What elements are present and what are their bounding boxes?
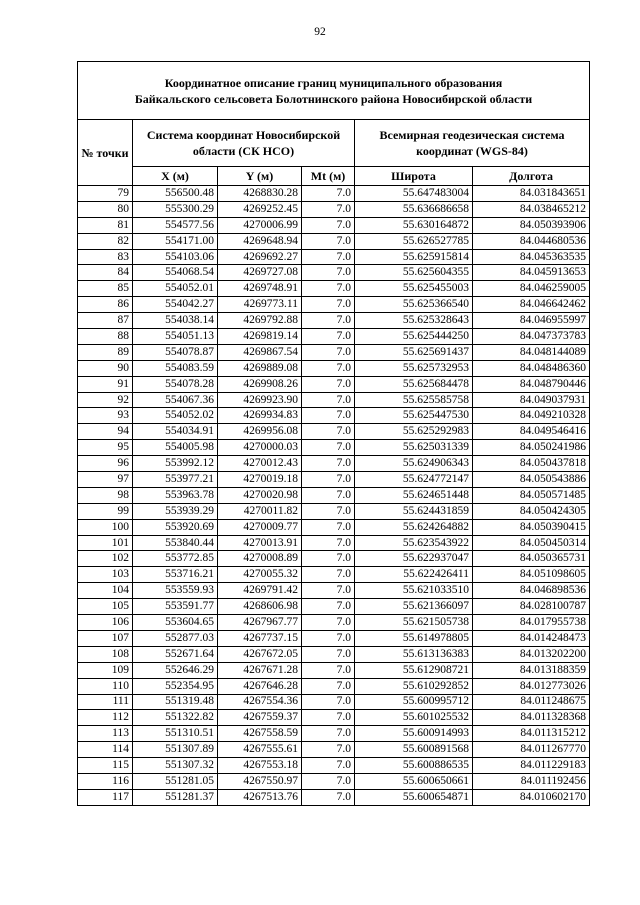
latitude-cell: 55.621033510 <box>355 583 473 599</box>
mt-cell: 7.0 <box>302 551 355 567</box>
y-cell: 4267555.61 <box>218 742 302 758</box>
longitude-cell: 84.050393906 <box>473 217 590 233</box>
mt-cell: 7.0 <box>302 217 355 233</box>
latitude-cell: 55.625444250 <box>355 329 473 345</box>
y-cell: 4267553.18 <box>218 758 302 774</box>
latitude-cell: 55.624651448 <box>355 487 473 503</box>
longitude-cell: 84.048144089 <box>473 344 590 360</box>
point-number-cell: 107 <box>78 630 133 646</box>
table-row <box>78 217 590 233</box>
latitude-cell: 55.625292983 <box>355 424 473 440</box>
mt-cell: 7.0 <box>302 344 355 360</box>
header-x: X (м) <box>133 167 218 186</box>
y-cell: 4268830.28 <box>218 186 302 202</box>
table-row <box>78 615 590 631</box>
table-row <box>78 519 590 535</box>
mt-cell: 7.0 <box>302 726 355 742</box>
x-cell: 555300.29 <box>133 201 218 217</box>
y-cell: 4269934.83 <box>218 408 302 424</box>
longitude-cell: 84.038465212 <box>473 201 590 217</box>
y-cell: 4270008.89 <box>218 551 302 567</box>
table-row <box>78 472 590 488</box>
point-number-cell: 99 <box>78 503 133 519</box>
table-row <box>78 440 590 456</box>
mt-cell: 7.0 <box>302 503 355 519</box>
table-row <box>78 773 590 789</box>
y-cell: 4268606.98 <box>218 599 302 615</box>
point-number-cell: 79 <box>78 186 133 202</box>
header-world-system: Всемирная геодезическая система координат (WGS-84) <box>355 120 590 167</box>
table-row <box>78 424 590 440</box>
mt-cell: 7.0 <box>302 646 355 662</box>
x-cell: 554067.36 <box>133 392 218 408</box>
table-row <box>78 344 590 360</box>
latitude-cell: 55.625366540 <box>355 297 473 313</box>
table-row <box>78 376 590 392</box>
mt-cell: 7.0 <box>302 678 355 694</box>
mt-cell: 7.0 <box>302 313 355 329</box>
longitude-cell: 84.046259005 <box>473 281 590 297</box>
table-row <box>78 249 590 265</box>
mt-cell: 7.0 <box>302 742 355 758</box>
longitude-cell: 84.048790446 <box>473 376 590 392</box>
table-row <box>78 789 590 805</box>
latitude-cell: 55.621366097 <box>355 599 473 615</box>
x-cell: 552646.29 <box>133 662 218 678</box>
x-cell: 554038.14 <box>133 313 218 329</box>
latitude-cell: 55.625915814 <box>355 249 473 265</box>
longitude-cell: 84.013202200 <box>473 646 590 662</box>
latitude-cell: 55.625684478 <box>355 376 473 392</box>
x-cell: 554042.27 <box>133 297 218 313</box>
point-number-cell: 101 <box>78 535 133 551</box>
point-number-cell: 111 <box>78 694 133 710</box>
x-cell: 551281.05 <box>133 773 218 789</box>
latitude-cell: 55.625604355 <box>355 265 473 281</box>
x-cell: 554078.87 <box>133 344 218 360</box>
y-cell: 4270013.91 <box>218 535 302 551</box>
y-cell: 4267737.15 <box>218 630 302 646</box>
x-cell: 551310.51 <box>133 726 218 742</box>
point-number-cell: 82 <box>78 233 133 249</box>
header-mt: Mt (м) <box>302 167 355 186</box>
longitude-cell: 84.049546416 <box>473 424 590 440</box>
y-cell: 4269867.54 <box>218 344 302 360</box>
longitude-cell: 84.013188359 <box>473 662 590 678</box>
x-cell: 553920.69 <box>133 519 218 535</box>
header-y: Y (м) <box>218 167 302 186</box>
mt-cell: 7.0 <box>302 694 355 710</box>
latitude-cell: 55.647483004 <box>355 186 473 202</box>
point-number-cell: 95 <box>78 440 133 456</box>
mt-cell: 7.0 <box>302 281 355 297</box>
table-row <box>78 487 590 503</box>
point-number-cell: 108 <box>78 646 133 662</box>
mt-cell: 7.0 <box>302 376 355 392</box>
table-row <box>78 360 590 376</box>
point-number-cell: 92 <box>78 392 133 408</box>
table-row <box>78 281 590 297</box>
latitude-cell: 55.612908721 <box>355 662 473 678</box>
y-cell: 4270019.18 <box>218 472 302 488</box>
longitude-cell: 84.011248675 <box>473 694 590 710</box>
x-cell: 553716.21 <box>133 567 218 583</box>
mt-cell: 7.0 <box>302 583 355 599</box>
point-number-cell: 85 <box>78 281 133 297</box>
mt-cell: 7.0 <box>302 472 355 488</box>
longitude-cell: 84.050424305 <box>473 503 590 519</box>
mt-cell: 7.0 <box>302 329 355 345</box>
table-row <box>78 201 590 217</box>
y-cell: 4270006.99 <box>218 217 302 233</box>
latitude-cell: 55.624906343 <box>355 456 473 472</box>
y-cell: 4267513.76 <box>218 789 302 805</box>
header-latitude: Широта <box>355 167 473 186</box>
x-cell: 554103.06 <box>133 249 218 265</box>
y-cell: 4269923.90 <box>218 392 302 408</box>
point-number-cell: 96 <box>78 456 133 472</box>
point-number-cell: 109 <box>78 662 133 678</box>
y-cell: 4269727.08 <box>218 265 302 281</box>
latitude-cell: 55.630164872 <box>355 217 473 233</box>
table-row <box>78 265 590 281</box>
table-title <box>78 62 590 120</box>
x-cell: 553772.85 <box>133 551 218 567</box>
point-number-cell: 89 <box>78 344 133 360</box>
longitude-cell: 84.010602170 <box>473 789 590 805</box>
table-row <box>78 583 590 599</box>
y-cell: 4270020.98 <box>218 487 302 503</box>
table-row <box>78 630 590 646</box>
latitude-cell: 55.636686658 <box>355 201 473 217</box>
table-row <box>78 758 590 774</box>
y-cell: 4270011.82 <box>218 503 302 519</box>
mt-cell: 7.0 <box>302 615 355 631</box>
latitude-cell: 55.622426411 <box>355 567 473 583</box>
longitude-cell: 84.044680536 <box>473 233 590 249</box>
x-cell: 551307.89 <box>133 742 218 758</box>
mt-cell: 7.0 <box>302 408 355 424</box>
coordinates-table <box>77 61 590 806</box>
y-cell: 4270009.77 <box>218 519 302 535</box>
latitude-cell: 55.613136383 <box>355 646 473 662</box>
mt-cell: 7.0 <box>302 186 355 202</box>
longitude-cell: 84.046642462 <box>473 297 590 313</box>
y-cell: 4267554.36 <box>218 694 302 710</box>
x-cell: 551281.37 <box>133 789 218 805</box>
x-cell: 554078.28 <box>133 376 218 392</box>
y-cell: 4267550.97 <box>218 773 302 789</box>
longitude-cell: 84.049037931 <box>473 392 590 408</box>
x-cell: 556500.48 <box>133 186 218 202</box>
table-row <box>78 297 590 313</box>
y-cell: 4267967.77 <box>218 615 302 631</box>
table-row <box>78 567 590 583</box>
table-row <box>78 551 590 567</box>
latitude-cell: 55.623543922 <box>355 535 473 551</box>
mt-cell: 7.0 <box>302 249 355 265</box>
latitude-cell: 55.600886535 <box>355 758 473 774</box>
mt-cell: 7.0 <box>302 201 355 217</box>
point-number-cell: 116 <box>78 773 133 789</box>
longitude-cell: 84.011192456 <box>473 773 590 789</box>
table-row <box>78 186 590 202</box>
y-cell: 4270000.03 <box>218 440 302 456</box>
y-cell: 4269748.91 <box>218 281 302 297</box>
point-number-cell: 112 <box>78 710 133 726</box>
table-row <box>78 233 590 249</box>
x-cell: 554577.56 <box>133 217 218 233</box>
x-cell: 553559.93 <box>133 583 218 599</box>
header-local-system: Система координат Новосибирской области (СК НСО) <box>133 120 355 167</box>
point-number-cell: 87 <box>78 313 133 329</box>
latitude-cell: 55.626527785 <box>355 233 473 249</box>
point-number-cell: 98 <box>78 487 133 503</box>
latitude-cell: 55.625585758 <box>355 392 473 408</box>
y-cell: 4267559.37 <box>218 710 302 726</box>
table-row <box>78 313 590 329</box>
x-cell: 552671.64 <box>133 646 218 662</box>
latitude-cell: 55.601025532 <box>355 710 473 726</box>
table-row <box>78 710 590 726</box>
longitude-cell: 84.049210328 <box>473 408 590 424</box>
x-cell: 554005.98 <box>133 440 218 456</box>
latitude-cell: 55.625691437 <box>355 344 473 360</box>
longitude-cell: 84.011229183 <box>473 758 590 774</box>
x-cell: 553977.21 <box>133 472 218 488</box>
x-cell: 552354.95 <box>133 678 218 694</box>
header-point-number: № точки <box>78 120 133 186</box>
longitude-cell: 84.050450314 <box>473 535 590 551</box>
y-cell: 4269908.26 <box>218 376 302 392</box>
mt-cell: 7.0 <box>302 535 355 551</box>
x-cell: 551307.32 <box>133 758 218 774</box>
mt-cell: 7.0 <box>302 662 355 678</box>
x-cell: 553963.78 <box>133 487 218 503</box>
point-number-cell: 93 <box>78 408 133 424</box>
mt-cell: 7.0 <box>302 233 355 249</box>
longitude-cell: 84.050365731 <box>473 551 590 567</box>
point-number-cell: 83 <box>78 249 133 265</box>
y-cell: 4267558.59 <box>218 726 302 742</box>
point-number-cell: 110 <box>78 678 133 694</box>
y-cell: 4269792.88 <box>218 313 302 329</box>
point-number-cell: 94 <box>78 424 133 440</box>
mt-cell: 7.0 <box>302 773 355 789</box>
x-cell: 552877.03 <box>133 630 218 646</box>
point-number-cell: 115 <box>78 758 133 774</box>
y-cell: 4269956.08 <box>218 424 302 440</box>
x-cell: 553939.29 <box>133 503 218 519</box>
y-cell: 4270012.43 <box>218 456 302 472</box>
mt-cell: 7.0 <box>302 456 355 472</box>
longitude-cell: 84.011267770 <box>473 742 590 758</box>
mt-cell: 7.0 <box>302 424 355 440</box>
longitude-cell: 84.011328368 <box>473 710 590 726</box>
latitude-cell: 55.600650661 <box>355 773 473 789</box>
latitude-cell: 55.624772147 <box>355 472 473 488</box>
point-number-cell: 97 <box>78 472 133 488</box>
y-cell: 4270055.32 <box>218 567 302 583</box>
point-number-cell: 86 <box>78 297 133 313</box>
table-row <box>78 599 590 615</box>
point-number-cell: 105 <box>78 599 133 615</box>
table-body <box>78 186 590 806</box>
x-cell: 554034.91 <box>133 424 218 440</box>
table-row <box>78 694 590 710</box>
longitude-cell: 84.028100787 <box>473 599 590 615</box>
x-cell: 551322.82 <box>133 710 218 726</box>
table-row <box>78 392 590 408</box>
mt-cell: 7.0 <box>302 789 355 805</box>
table-row <box>78 662 590 678</box>
longitude-cell: 84.050241986 <box>473 440 590 456</box>
latitude-cell: 55.625447530 <box>355 408 473 424</box>
longitude-cell: 84.051098605 <box>473 567 590 583</box>
y-cell: 4267646.28 <box>218 678 302 694</box>
latitude-cell: 55.614978805 <box>355 630 473 646</box>
longitude-cell: 84.031843651 <box>473 186 590 202</box>
mt-cell: 7.0 <box>302 567 355 583</box>
header-longitude: Долгота <box>473 167 590 186</box>
longitude-cell: 84.014248473 <box>473 630 590 646</box>
longitude-cell: 84.045363535 <box>473 249 590 265</box>
mt-cell: 7.0 <box>302 440 355 456</box>
x-cell: 553591.77 <box>133 599 218 615</box>
latitude-cell: 55.625455003 <box>355 281 473 297</box>
latitude-cell: 55.600914993 <box>355 726 473 742</box>
longitude-cell: 84.050543886 <box>473 472 590 488</box>
x-cell: 553840.44 <box>133 535 218 551</box>
mt-cell: 7.0 <box>302 599 355 615</box>
point-number-cell: 90 <box>78 360 133 376</box>
table-row <box>78 408 590 424</box>
title-line-1: Координатное описание границ муниципального образования <box>164 75 503 90</box>
mt-cell: 7.0 <box>302 758 355 774</box>
y-cell: 4267671.28 <box>218 662 302 678</box>
mt-cell: 7.0 <box>302 710 355 726</box>
x-cell: 551319.48 <box>133 694 218 710</box>
table-row <box>78 456 590 472</box>
y-cell: 4269252.45 <box>218 201 302 217</box>
latitude-cell: 55.625328643 <box>355 313 473 329</box>
latitude-cell: 55.610292852 <box>355 678 473 694</box>
longitude-cell: 84.046955997 <box>473 313 590 329</box>
y-cell: 4269791.42 <box>218 583 302 599</box>
longitude-cell: 84.050390415 <box>473 519 590 535</box>
y-cell: 4269648.94 <box>218 233 302 249</box>
point-number-cell: 100 <box>78 519 133 535</box>
point-number-cell: 104 <box>78 583 133 599</box>
y-cell: 4269692.27 <box>218 249 302 265</box>
latitude-cell: 55.624264882 <box>355 519 473 535</box>
latitude-cell: 55.600995712 <box>355 694 473 710</box>
x-cell: 554083.59 <box>133 360 218 376</box>
table-row <box>78 646 590 662</box>
point-number-cell: 114 <box>78 742 133 758</box>
longitude-cell: 84.050571485 <box>473 487 590 503</box>
longitude-cell: 84.017955738 <box>473 615 590 631</box>
mt-cell: 7.0 <box>302 360 355 376</box>
title-line-2: Байкальского сельсовета Болотнинского района Новосибирской области <box>134 91 533 106</box>
x-cell: 553992.12 <box>133 456 218 472</box>
longitude-cell: 84.047373783 <box>473 329 590 345</box>
longitude-cell: 84.045913653 <box>473 265 590 281</box>
point-number-cell: 88 <box>78 329 133 345</box>
y-cell: 4269889.08 <box>218 360 302 376</box>
x-cell: 554068.54 <box>133 265 218 281</box>
x-cell: 554052.01 <box>133 281 218 297</box>
y-cell: 4269773.11 <box>218 297 302 313</box>
table-row <box>78 678 590 694</box>
table-row <box>78 742 590 758</box>
point-number-cell: 84 <box>78 265 133 281</box>
point-number-cell: 117 <box>78 789 133 805</box>
longitude-cell: 84.012773026 <box>473 678 590 694</box>
longitude-cell: 84.050437818 <box>473 456 590 472</box>
point-number-cell: 81 <box>78 217 133 233</box>
x-cell: 554171.00 <box>133 233 218 249</box>
mt-cell: 7.0 <box>302 519 355 535</box>
x-cell: 554051.13 <box>133 329 218 345</box>
point-number-cell: 80 <box>78 201 133 217</box>
latitude-cell: 55.621505738 <box>355 615 473 631</box>
point-number-cell: 91 <box>78 376 133 392</box>
latitude-cell: 55.624431859 <box>355 503 473 519</box>
latitude-cell: 55.625031339 <box>355 440 473 456</box>
x-cell: 553604.65 <box>133 615 218 631</box>
table-row <box>78 535 590 551</box>
point-number-cell: 103 <box>78 567 133 583</box>
mt-cell: 7.0 <box>302 297 355 313</box>
longitude-cell: 84.048486360 <box>473 360 590 376</box>
point-number-cell: 102 <box>78 551 133 567</box>
x-cell: 554052.02 <box>133 408 218 424</box>
point-number-cell: 106 <box>78 615 133 631</box>
longitude-cell: 84.046898536 <box>473 583 590 599</box>
mt-cell: 7.0 <box>302 392 355 408</box>
latitude-cell: 55.600654871 <box>355 789 473 805</box>
page-number: 92 <box>314 26 326 38</box>
mt-cell: 7.0 <box>302 265 355 281</box>
latitude-cell: 55.625732953 <box>355 360 473 376</box>
mt-cell: 7.0 <box>302 487 355 503</box>
point-number-cell: 113 <box>78 726 133 742</box>
table-row <box>78 726 590 742</box>
table-row <box>78 503 590 519</box>
longitude-cell: 84.011315212 <box>473 726 590 742</box>
y-cell: 4267672.05 <box>218 646 302 662</box>
latitude-cell: 55.600891568 <box>355 742 473 758</box>
mt-cell: 7.0 <box>302 630 355 646</box>
latitude-cell: 55.622937047 <box>355 551 473 567</box>
table-row <box>78 329 590 345</box>
y-cell: 4269819.14 <box>218 329 302 345</box>
